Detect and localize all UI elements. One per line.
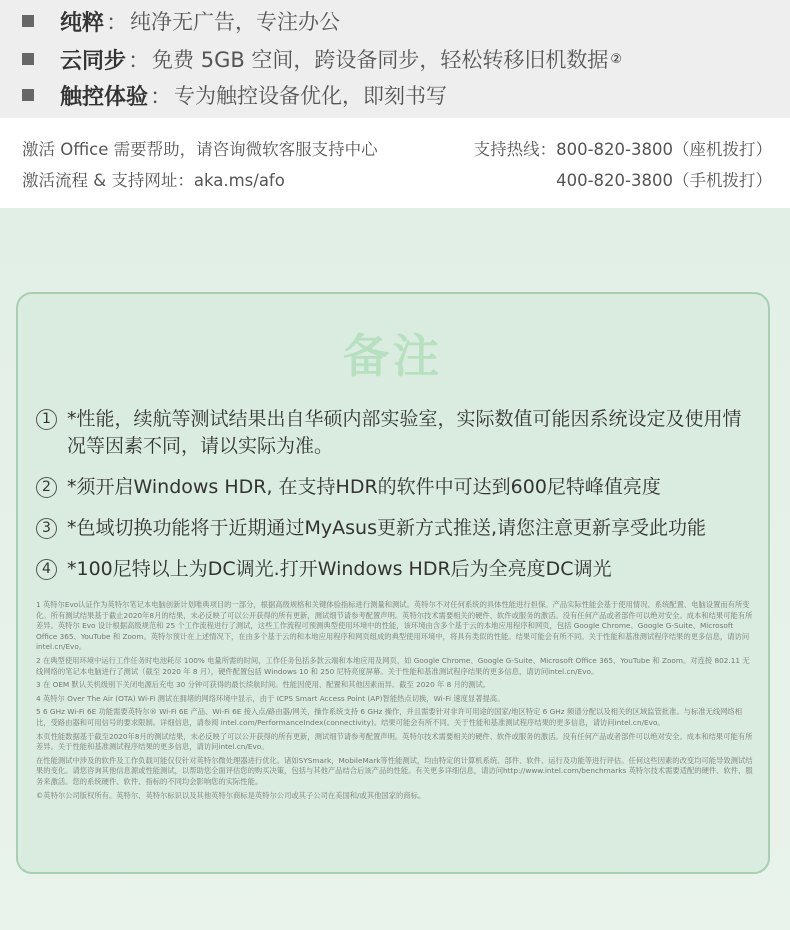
feature-description: 免费 5GB 空间，跨设备同步，轻松转移旧机数据 [152, 48, 609, 72]
fine-print-paragraph: 本页性能数据基于截至2020年8月的测试结果，未必反映了可以公开获得的所有更新，测试细节请参考配置声明。英特尔技术需要相关的硬件、软件或服务的激活。没有任何产品或者部件可以绝对安全。成本和结果可能有所差异。关于性能和基准测试程序结果的更多信息，请访问intel.cn/Evo。 [36, 731, 753, 752]
fine-print-paragraph: 1 英特尔Evo认证作为英特尔笔记本电脑创新计划唯典项目的一部分，根据高级规格和关键体验指标进行测量和测试。英特尔不对任何系统的具体性能进行担保。产品实际性能会基于使用情况、系统配置、电脑设置而有所变化。所有测试结果基于截止2020年8月的结果，未必反映了可以公开获得的所有更新，测试细节请参考配置声明。英特尔技术需要相关的硬件、软件或服务的激活。没有任何产品或者部件可以绝对安全。成本和结果可能有所差异。英特尔 Evo 设计根据高级规范和 25 个工作流程进行了测试，这些工作流程可预测典型使用环境中的性能，该环境由含多个基于云的本地应用程序和网页，包括 Google Chrome、Google G-Suite、Microsoft Office 365、YouTube 和 Zoom。英特尔预计在上述情况下，在由多个基于云的和本地应用程序和网页组成的典型使用环境中，将具有类似的性能。结果可能会有所不同。关于性能和基准测试程序结果的更多信息，请访问intel.cn/Evo。 [36, 600, 753, 652]
fine-print-paragraph: 在性能测试中涉及的软件及工作负载可能仅仅针对英特尔微处理器进行优化。诸如SYSmark，MobileMark等性能测试，均由特定的计算机系统、部件、软件、运行及功能等进行评估。任何这些因素的改变均可能导致测试结果的变化。请您咨询其他信息源或性能测试，以帮助您全面评估您的购买决策，包括与其他产品结合后该产品的性能。有关更多详细信息，请访问http://www.intel.com/benchmarks 英特尔技术需要适配的硬件、软件、服务来激活。您的系统硬件、软件、指标的不同均会影响您的实际性能。 [36, 755, 753, 786]
note-item [36, 515, 756, 542]
square-bullet-icon [22, 89, 34, 101]
circled-number: 4 [36, 559, 57, 580]
feature-separator: ： [128, 48, 151, 74]
feature-separator: ： [150, 84, 173, 110]
features-panel [0, 0, 790, 118]
fine-print-paragraph: 4 英特尔 Over The Air (OTA) Wi-Fi 测试在拥堵的网络环境中显示，由于 ICPS Smart Access Point (AP)智能热点切换，Wi-Fi 速度显著提高。 [36, 693, 505, 703]
fine-print-paragraph: 3 在 OEM 默认关机级别下关闭电源后充电 30 分钟可获得的最长续航时间。性能因使用、配置和其他因素而异。截至 2020 年 8 月的测试。 [36, 680, 491, 690]
hotline-mobile: 400-820-3800（手机拨打） [556, 171, 772, 190]
note-item [36, 406, 756, 460]
fine-print-paragraph: ©英特尔公司版权所有。英特尔、英特尔标识以及其他英特尔商标是英特尔公司或其子公司在美国和/或其他国家的商标。 [36, 790, 426, 800]
square-bullet-icon [22, 15, 34, 27]
fine-print-paragraph: 2 在典型使用环境中运行工作任务时电池耗尽 100% 电量所需的时间，工作任务包括多款云端和本地应用及网页，如 Google Chrome、Google G-Suite、Microsoft Office 365、YouTube 和 Zoom。对连接 802.11 无线网络的笔记本电脑进行了测试（截至 2020 年 8 月），硬件配置包括 Windows 10 和 250 尼特亮度屏幕。关于性能和基准测试程序结果的更多信息，请访问intel.cn/Evo。 [36, 655, 750, 676]
notes-section [0, 208, 790, 930]
feature-name: 触控体验 [60, 84, 149, 110]
notes-card [16, 292, 770, 874]
circled-number: 2 [36, 477, 57, 498]
square-bullet-icon [22, 53, 34, 65]
feature-row [22, 4, 340, 38]
circled-number: 1 [36, 409, 57, 430]
note-text: *色域切换功能将于近期通过MyAsus更新方式推送,请您注意更新享受此功能 [67, 517, 707, 539]
note-item [36, 474, 756, 501]
fine-print [36, 600, 756, 804]
fine-print-paragraph: 5 6 GHz Wi-Fi 6E 功能需要英特尔® Wi-Fi 6E 产品、Wi-Fi 6E 接入点/路由器/网关，操作系统支持 6 GHz 操作，并且需要针对非许可用途的国家/地区特定 6 GHz 频谱分配以及相关的区域监管批准。与标准无线网络相比，受路由器和可用信号的要求限制。详细信息，请参阅 intel.com/PerformanceIndex(connectivity)。结果可能会有所不同。关于性能和基准测试程序结果的更多信息，请访问intel.cn/Evo。 [36, 707, 743, 727]
note-text: *100尼特以上为DC调光.打开Windows HDR后为全亮度DC调光 [67, 558, 612, 580]
circled-number: 3 [36, 518, 57, 539]
feature-description: 专为触控设备优化，即刻书写 [174, 84, 448, 108]
support-left-column [22, 134, 378, 196]
note-text: *须开启Windows HDR, 在支持HDR的软件中可达到600尼特峰值亮度 [67, 476, 661, 498]
feature-separator: ： [106, 10, 129, 36]
note-text: *性能，续航等测试结果出自华硕内部实验室，实际数值可能因系统设定及使用情况等因素不同，请以实际为准。 [67, 408, 742, 457]
activation-process-text: 激活流程 & 支持网址：aka.ms/afo [22, 171, 285, 190]
note-item [36, 556, 756, 583]
notes-title: 备注 [343, 329, 443, 383]
feature-row [22, 78, 447, 112]
footnote-marker: ② [610, 51, 623, 67]
support-info [0, 118, 790, 208]
feature-name: 纯粹 [60, 10, 105, 36]
feature-description: 纯净无广告，专注办公 [130, 10, 341, 34]
feature-row [22, 42, 622, 76]
hotline-landline: 支持热线：800-820-3800（座机拨打） [473, 140, 772, 159]
activation-help-text: 激活 Office 需要帮助，请咨询微软客服支持中心 [22, 140, 378, 159]
feature-name: 云同步 [60, 48, 127, 74]
support-right-column [474, 134, 772, 196]
